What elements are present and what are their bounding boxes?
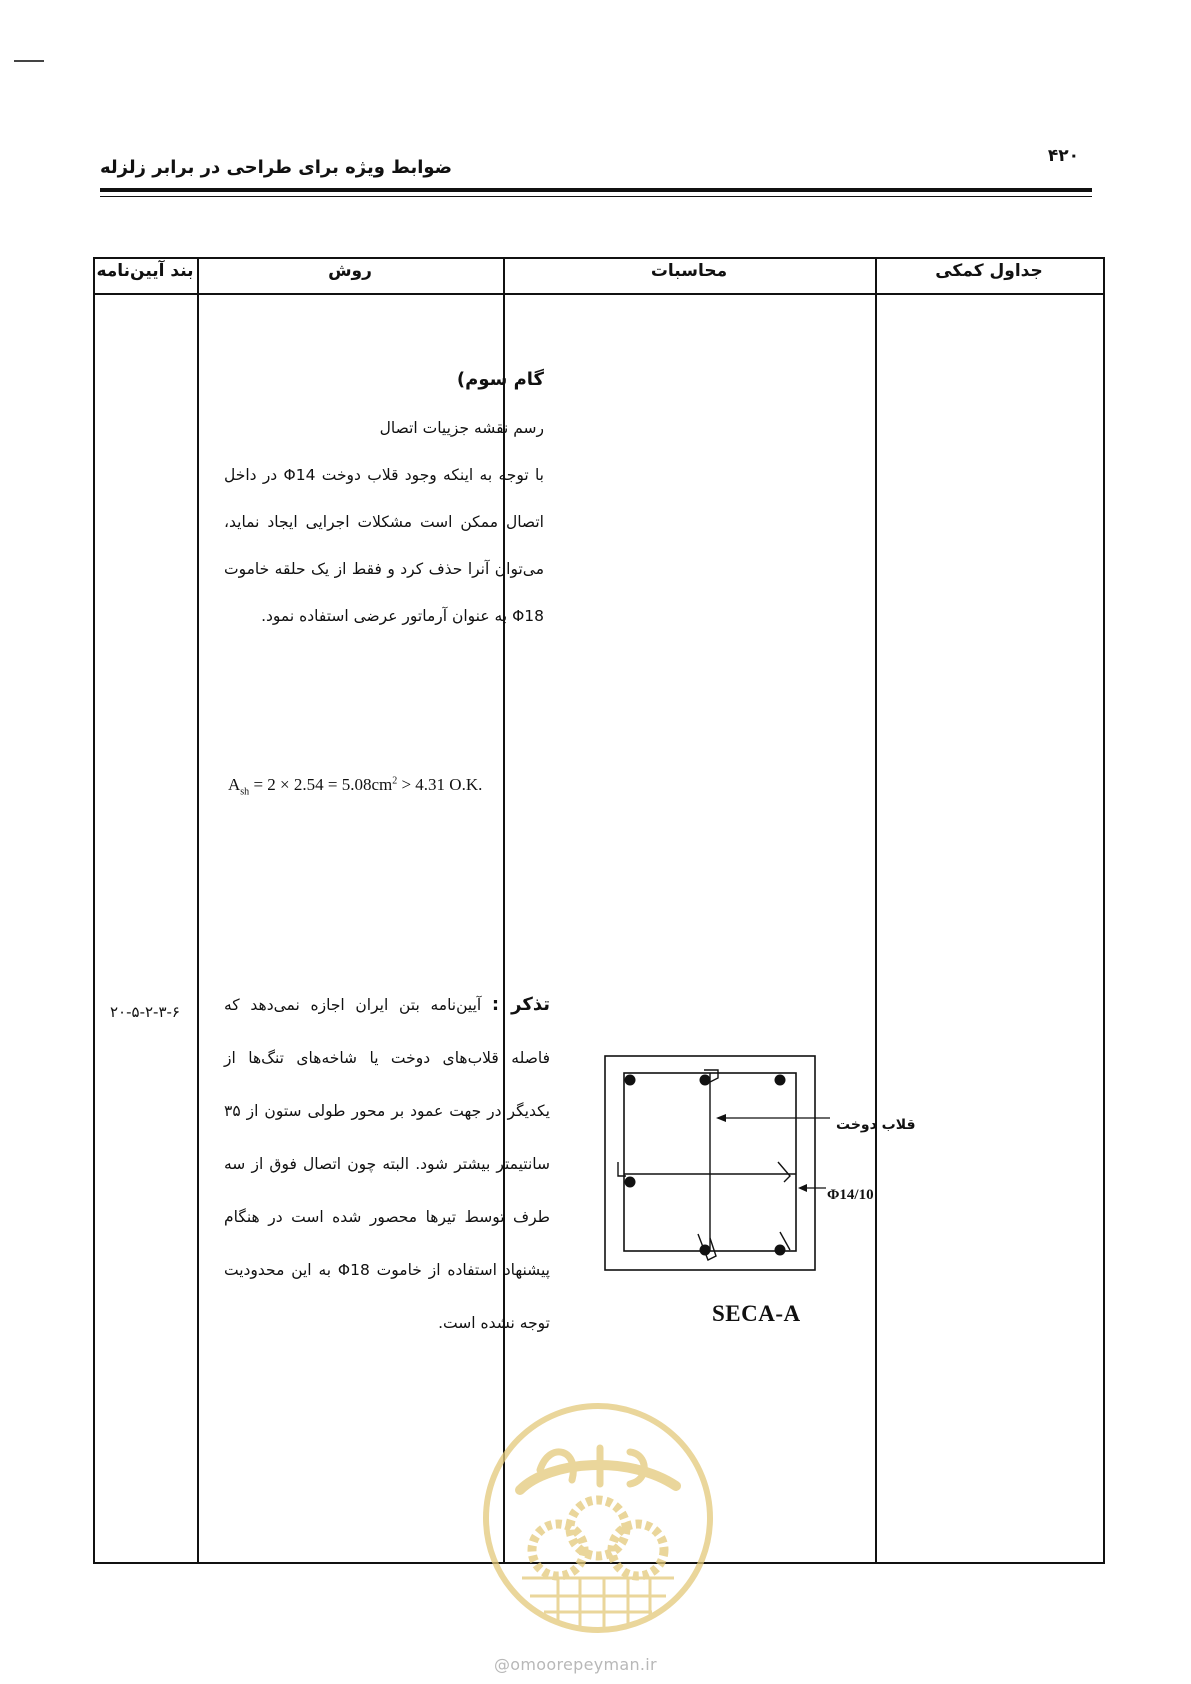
hook-arrowhead [716,1114,726,1122]
reminder-cell [224,978,550,1350]
header-row-divider [93,293,1105,295]
hook-right [778,1162,790,1182]
formula-lhs: A [228,775,241,794]
longitudinal-bar [775,1245,786,1256]
bar-size-label: Φ14/10 [827,1187,874,1203]
ash-formula [228,775,482,797]
step-paragraph: با توجه به اینکه وجود قلاب دوخت Φ14 در داخل اتصال ممکن است مشکلات اجرایی ایجاد نماید، می‌توان آنرا حذف کرد و فقط از یک حلقه خاموت Φ18 به عنوان آرماتور عرضی استفاده نمود. [224,466,544,625]
running-title: ضوابط ویژه برای طراحی در برابر زلزله [100,157,453,178]
formula-rhs: > 4.31 O.K. [397,775,483,794]
header-rule-thick [100,188,1092,192]
table-border-right [1103,257,1105,1564]
header-rule-thin [100,196,1092,197]
formula-middle: = 2 × 2.54 = 5.08cm [249,775,393,794]
bar-arrowhead [798,1184,807,1192]
clause-reference: ۲۰-۵-۲-۳-۶ [110,1003,180,1021]
margin-dash [14,60,44,62]
table-border-left [93,257,95,1564]
method-cell [224,356,544,640]
column-divider [197,257,199,1564]
longitudinal-bar [775,1075,786,1086]
column-header-clause: بند آیین‌نامه [96,261,194,281]
column-header-calculations: محاسبات [650,261,728,281]
table-border-top [93,257,1105,259]
step-subtitle: رسم نقشه جزییات اتصال [379,419,544,437]
formula-subscript: sh [240,786,250,798]
longitudinal-bar [700,1075,711,1086]
column-section-diagram [600,1052,830,1282]
longitudinal-bar [700,1245,711,1256]
column-header-method: روش [328,261,372,281]
watermark-logo [480,1400,716,1636]
watermark-grid [522,1578,674,1630]
watermark-url: @omoorepeyman.ir [494,1655,657,1674]
longitudinal-bar [625,1075,636,1086]
column-header-aux-tables: جداول کمکی [935,261,1043,281]
page-number: ۴۲۰ [1047,146,1079,166]
reminder-label: تذکر : [491,994,550,1015]
column-divider [875,257,877,1564]
bar-group [625,1075,786,1256]
formula-superscript: 2 [392,775,398,787]
hook-label: قلاب دوخت [836,1117,916,1133]
longitudinal-bar [625,1177,636,1188]
step-title: گام سوم) [456,369,544,390]
diagram-caption: SECA-A [712,1301,801,1326]
reminder-text: آیین‌نامه بتن ایران اجازه نمی‌دهد که فاصله قلاب‌های دوخت یا شاخه‌های تنگ‌ها از یکدیگر در جهت عمود بر محور طولی ستون از ۳۵ سانتیمتر بیشتر شود. البته چون اتصال فوق از سه طرف توسط تیرها محصور شده است در هنگام پیشنهاد استفاده از خاموت Φ18 به این محدودیت توجه نشده است. [224,996,550,1332]
